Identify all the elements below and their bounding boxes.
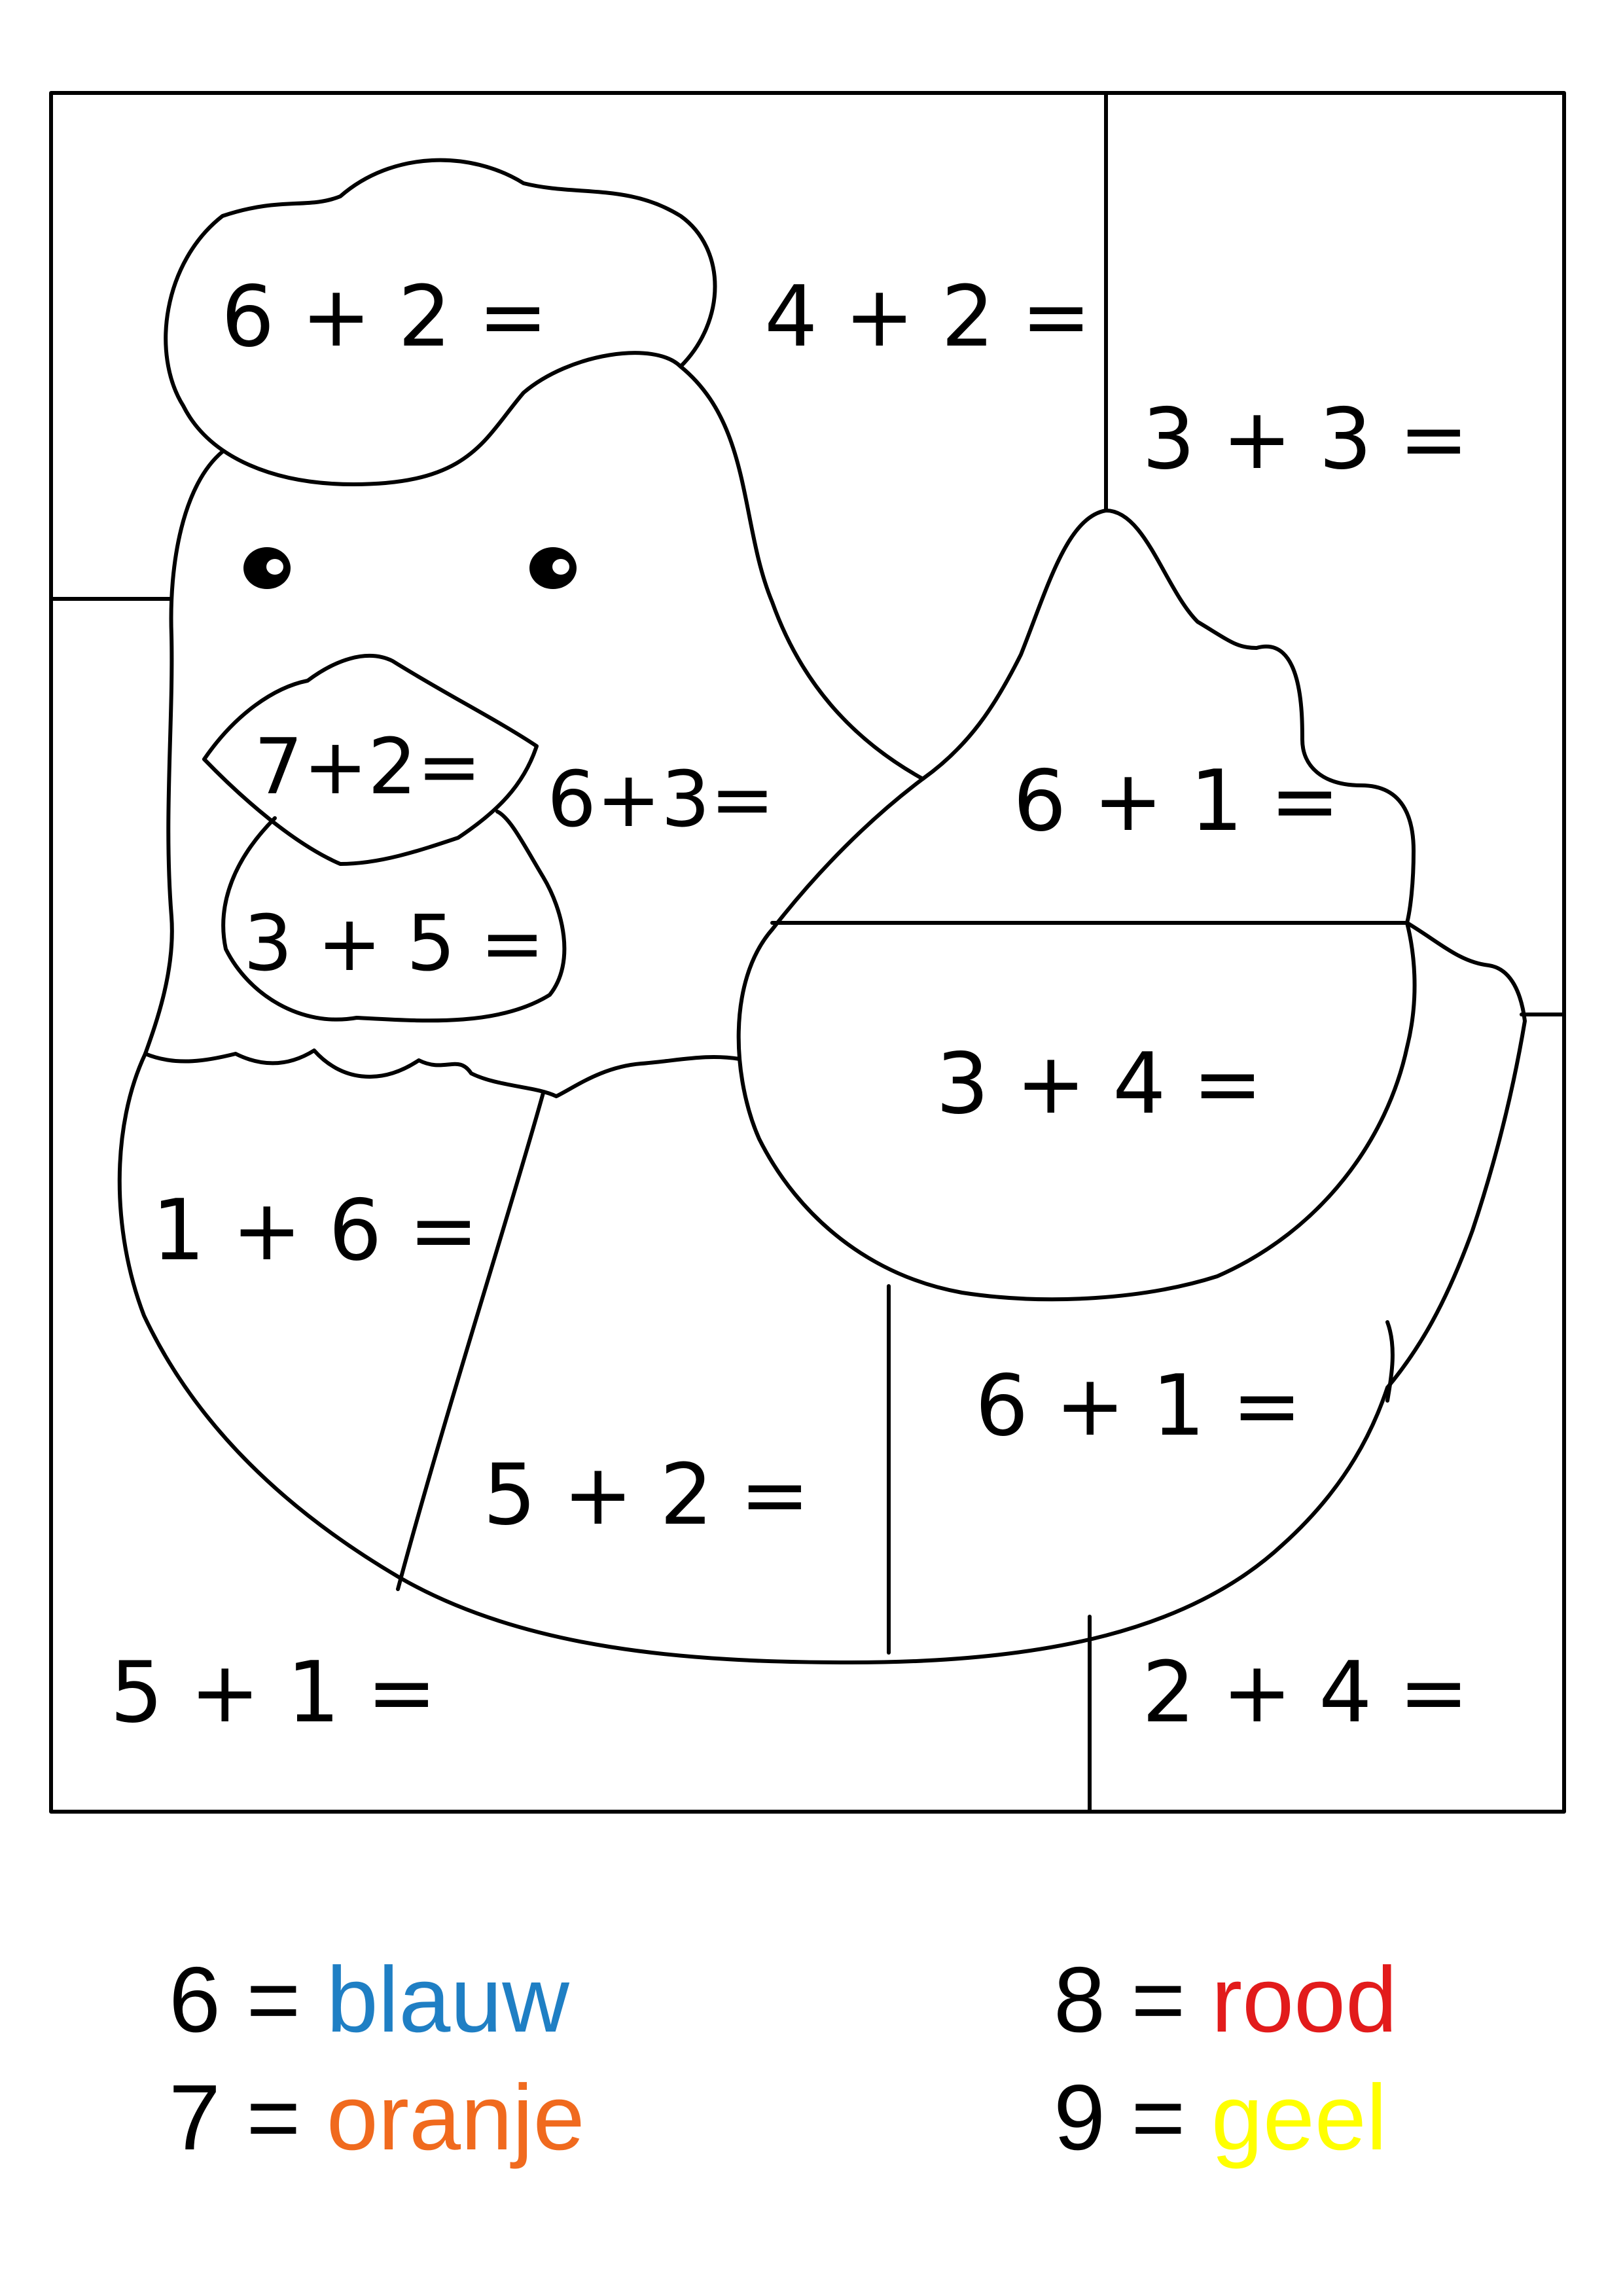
legend-geel: [1054, 2066, 1387, 2170]
tail-outline: [1387, 923, 1525, 1388]
legend-equals: =: [246, 2066, 301, 2170]
right-eye-highlight: [552, 559, 569, 575]
collar-outline: [145, 1050, 740, 1096]
legend-equals: =: [1131, 1948, 1186, 2052]
legend-number: 8: [1054, 1948, 1105, 2052]
sum-sky-right: 3 + 3 =: [1142, 391, 1469, 488]
wing-top-outline: [772, 511, 1414, 929]
sum-wattle: 3 + 5 =: [243, 898, 545, 988]
sum-beak: 7+2=: [254, 721, 482, 812]
sum-ground-left: 5 + 1 =: [110, 1644, 437, 1742]
legend-number: 7: [169, 2066, 221, 2170]
sum-body-right: 6 + 1 =: [975, 1357, 1302, 1455]
legend-blauw: [169, 1948, 569, 2052]
legend-number: 9: [1054, 2066, 1105, 2170]
legend-oranje: [169, 2066, 585, 2170]
legend-number: 6: [169, 1948, 221, 2052]
neck-outline: [681, 367, 923, 779]
sum-ground-right: 2 + 4 =: [1142, 1644, 1469, 1742]
legend-word-blauw: blauw: [326, 1948, 569, 2052]
left-eye-highlight: [266, 559, 283, 575]
legend-word-oranje: oranje: [326, 2066, 585, 2170]
sum-body-middle: 5 + 2 =: [483, 1446, 810, 1544]
legend-rood: [1054, 1948, 1398, 2052]
sum-wing-bottom: 3 + 4 =: [936, 1035, 1263, 1133]
sum-wing-top: 6 + 1 =: [1013, 753, 1340, 850]
sum-sky-top: 4 + 2 =: [764, 268, 1092, 366]
sum-comb: 6 + 2 =: [221, 268, 548, 366]
legend-word-rood: rood: [1211, 1948, 1398, 2052]
sum-neck: 6+3=: [547, 754, 775, 844]
legend-equals: =: [1131, 2066, 1186, 2170]
sum-body-left: 1 + 6 =: [152, 1182, 479, 1280]
legend-word-geel: geel: [1211, 2066, 1387, 2170]
legend-equals: =: [246, 1948, 301, 2052]
